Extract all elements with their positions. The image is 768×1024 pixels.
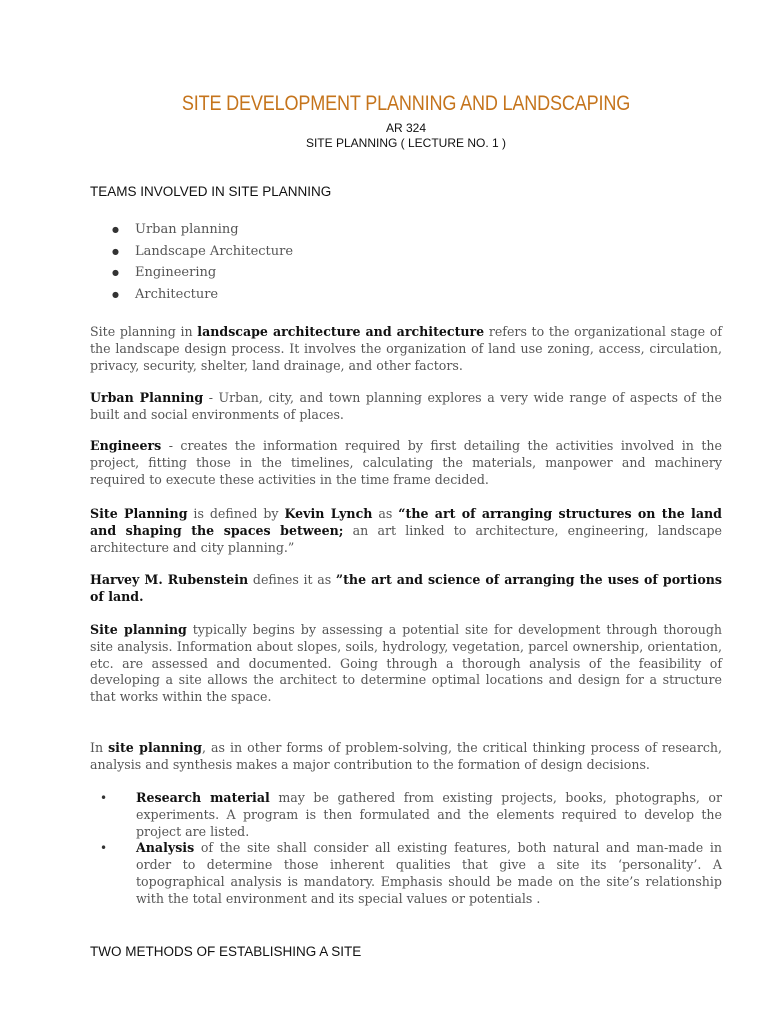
methods-heading: TWO METHODS OF ESTABLISHING A SITE	[90, 944, 362, 959]
bold-text: Site Planning	[90, 506, 188, 521]
bold-text: Analysis	[136, 840, 195, 856]
bold-text: Engineers	[90, 438, 162, 453]
lecture-subtitle: SITE PLANNING ( LECTURE NO. 1 )	[305, 136, 507, 150]
text: Site planning in	[90, 324, 198, 339]
bold-text: Research material	[136, 790, 270, 805]
bold-text: Site planning	[90, 622, 187, 637]
list-item	[90, 840, 722, 907]
paragraph-site-planning-intro	[90, 324, 722, 374]
teams-list	[90, 219, 293, 306]
list-item: ● Urban planning	[90, 219, 293, 241]
text: defines it as	[248, 572, 336, 587]
text: typically begins by assessing a potential site for development through thorough site analysis. Information about slopes, soils, hydrology, vegetation, parcel ownership, orientation, etc. are assessed and documented. Going through a thorough analysis of the feasibility of developing a site allows the architect to determine optimal locations and design for a structure that works within the space.	[90, 622, 722, 705]
paragraph-urban-planning	[90, 390, 722, 424]
text: an art linked to architecture, engineering, landscape architecture and city planning.”	[90, 522, 722, 555]
bold-text: landscape architecture and architecture	[197, 324, 485, 339]
text: is defined by	[187, 506, 285, 521]
document-title: SITE DEVELOPMENT PLANNING AND LANDSCAPING	[181, 92, 631, 115]
bold-text: Kevin Lynch	[284, 506, 373, 521]
list-item: ● Landscape Architecture	[90, 241, 293, 263]
text: , as in other forms of problem-solving, the critical thinking process of research, analysis and synthesis makes a major contribution to the formation of design decisions.	[90, 740, 723, 772]
paragraph-harvey-rubenstein	[90, 572, 722, 606]
course-code: AR 324	[385, 121, 427, 135]
paragraph-kevin-lynch	[90, 506, 722, 556]
text: may be gathered from existing projects, books, photographs, or experiments. A program is then formulated and the elements required to develop the project are listed.	[136, 790, 722, 839]
paragraph-site-analysis	[90, 622, 722, 706]
text: as	[372, 506, 399, 521]
text: - Urban, city, and town planning explores a very wide range of aspects of the built and social environments of places.	[90, 390, 722, 422]
paragraph-engineers	[90, 438, 722, 488]
process-list	[90, 790, 722, 908]
text: refers to the organizational stage of the landscape design process. It involves the organization of land use zoning, access, circulation, privacy, security, shelter, land drainage, and other factors.	[90, 324, 722, 373]
bold-text: .	[139, 588, 144, 604]
bold-text: site planning	[108, 740, 202, 755]
bold-text: Harvey M. Rubenstein	[90, 572, 249, 587]
bold-text: ”the art and science of arranging the uses of portions of land	[90, 572, 722, 604]
text: - creates the information required by first detailing the activities involved in the project, fitting those in the timelines, calculating the materials, manpower and machinery required to execute these activities in the time frame decided.	[90, 438, 722, 487]
text: In	[90, 740, 109, 755]
teams-heading: TEAMS INVOLVED IN SITE PLANNING	[90, 184, 332, 199]
list-item: ● Architecture	[90, 284, 293, 306]
bullet-marker: •	[100, 791, 108, 805]
list-item	[90, 790, 722, 840]
list-item: ● Engineering	[90, 262, 293, 284]
text: of the site shall consider all existing features, both natural and man-made in order to determine those inherent qualities that give a site its ‘personality’. A topographical analysis is mandatory. Emphasis should be made on the site’s relationship with the total environment and its special values or potentials .	[136, 840, 722, 906]
bold-text: Urban Planning	[90, 390, 204, 405]
bullet-marker: •	[100, 841, 108, 856]
paragraph-problem-solving	[90, 740, 722, 774]
bold-text: “the art of arranging structures on the land and shaping the spaces between;	[90, 506, 722, 538]
